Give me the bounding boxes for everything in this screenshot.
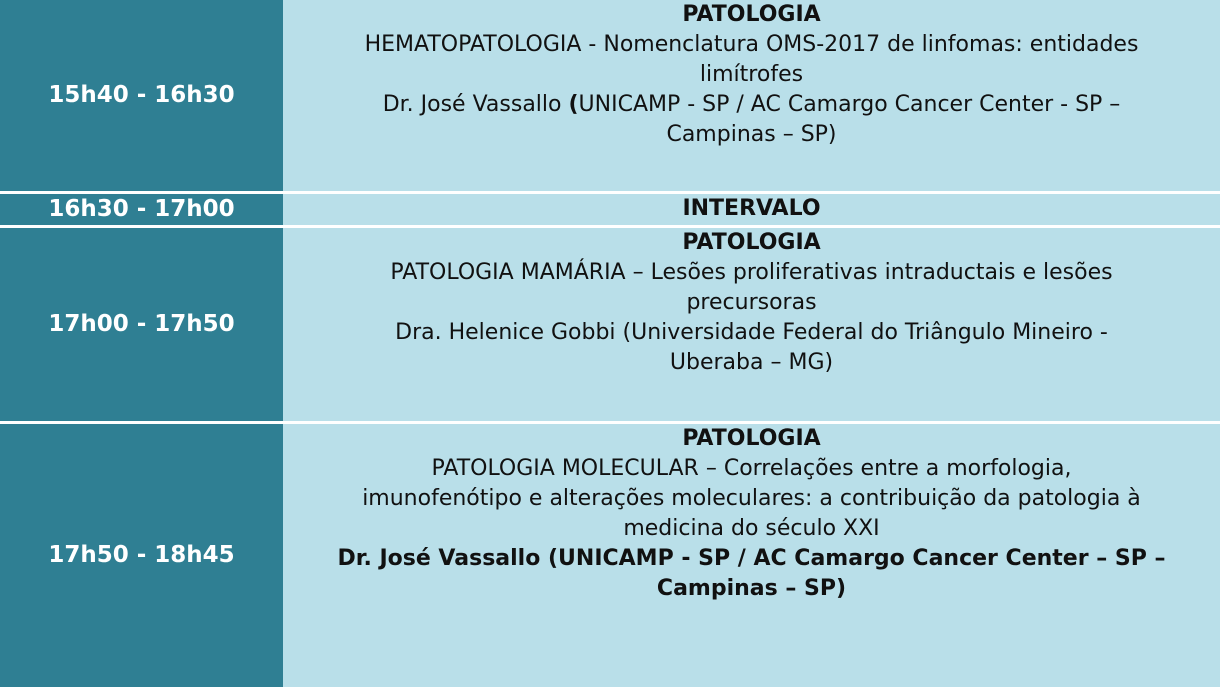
break-row xyxy=(0,194,1220,225)
session-title-line: medicina do século XXI xyxy=(623,515,880,541)
session-row xyxy=(0,424,1220,687)
session-speaker-line: Dra. Helenice Gobbi (Universidade Federal do Triângulo Mineiro - xyxy=(395,319,1108,345)
session-speaker-line: Uberaba – MG) xyxy=(669,349,834,375)
session-speaker xyxy=(283,90,1220,120)
session-title-line: PATOLOGIA MOLECULAR – Correlações entre a morfologia, xyxy=(431,455,1072,481)
session-content xyxy=(283,0,1220,191)
session-category: PATOLOGIA xyxy=(682,2,821,27)
session-row xyxy=(0,228,1220,421)
session-speaker-line: Campinas – SP) xyxy=(656,575,847,601)
session-speaker-line: Dr. José Vassallo (UNICAMP - SP / AC Camargo Cancer Center – SP – xyxy=(337,545,1166,571)
break-label: INTERVALO xyxy=(283,194,1220,225)
session-title-line: PATOLOGIA MAMÁRIA – Lesões proliferativas intraductais e lesões xyxy=(390,259,1113,285)
session-title-line: limítrofes xyxy=(699,62,804,87)
speaker-name: Dr. José Vassallo xyxy=(382,92,569,117)
session-title-line: precursoras xyxy=(686,289,817,315)
session-content xyxy=(283,228,1220,421)
speaker-affiliation: UNICAMP - SP / AC Camargo Cancer Center - SP – xyxy=(578,92,1121,117)
speaker-paren: ( xyxy=(568,92,579,117)
session-category: PATOLOGIA xyxy=(682,425,821,451)
session-title-line: imunofenótipo e alterações moleculares: a contribuição da patologia à xyxy=(362,485,1141,511)
session-content xyxy=(283,424,1220,687)
session-category: PATOLOGIA xyxy=(682,229,821,255)
session-row xyxy=(0,0,1220,191)
time-slot: 16h30 - 17h00 xyxy=(0,194,283,225)
session-title-line: HEMATOPATOLOGIA - Nomenclatura OMS-2017 de linfomas: entidades xyxy=(364,32,1139,57)
session-speaker-line: Campinas – SP) xyxy=(666,122,837,147)
time-slot: 17h00 - 17h50 xyxy=(0,228,283,421)
time-slot: 17h50 - 18h45 xyxy=(0,424,283,687)
time-slot: 15h40 - 16h30 xyxy=(0,0,283,191)
